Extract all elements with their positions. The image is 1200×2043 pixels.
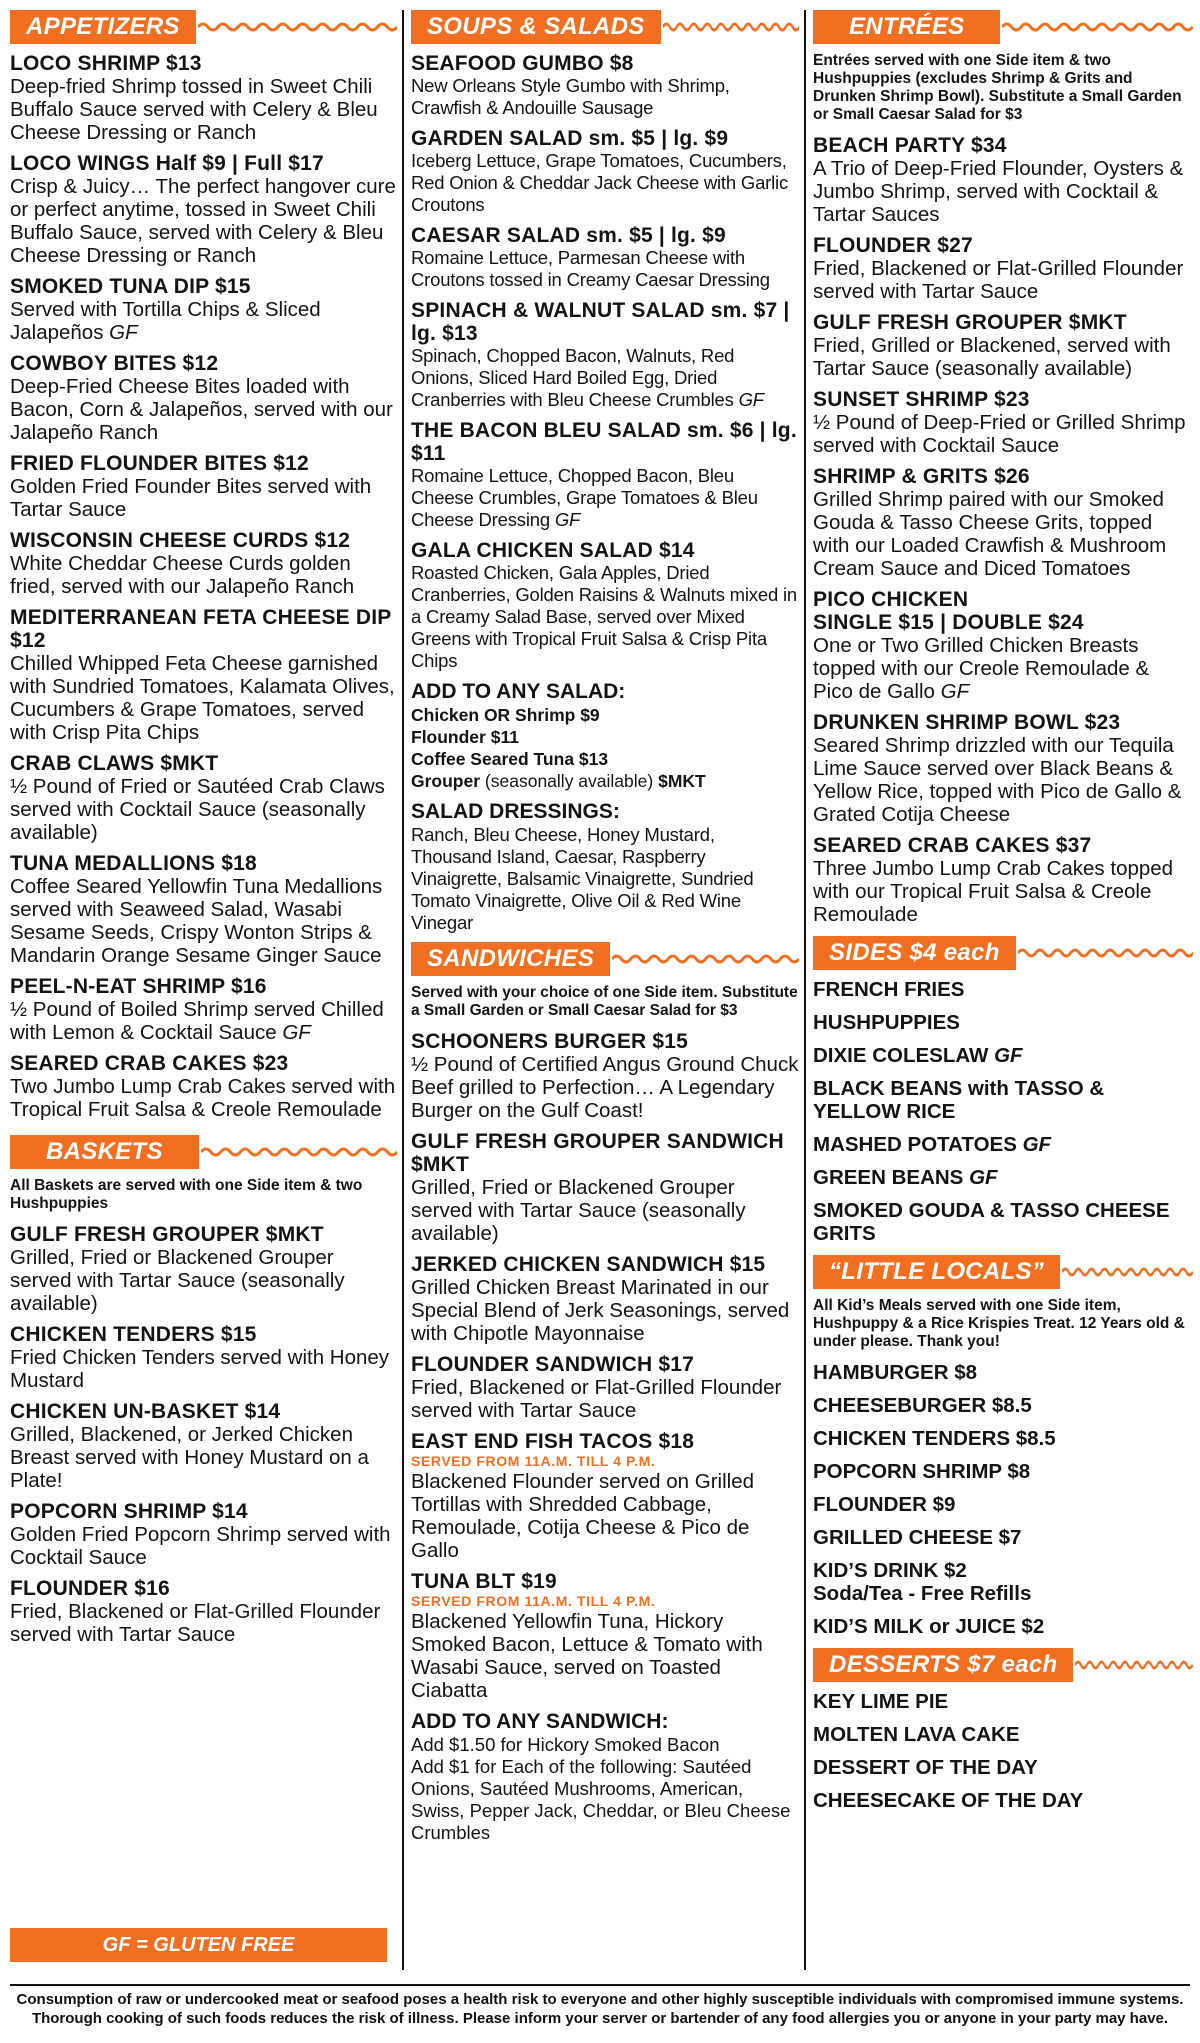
side-item (813, 1133, 1193, 1156)
menu-item (10, 452, 397, 521)
item-description-text: White Cheddar Cheese Curds golden fried, served with our Jalapeño Ranch (10, 552, 355, 598)
item-name: CAESAR SALAD sm. $5 | lg. $9 (411, 224, 726, 247)
item-name: DRUNKEN SHRIMP BOWL $23 (813, 711, 1121, 734)
section-header-sandwiches (411, 942, 799, 976)
item-description (813, 857, 1193, 926)
item-description-text: Crisp & Juicy… The perfect hangover cure or perfect anytime, tossed in Sweet Chili Buffalo Sauce, served with Celery & Bleu Cheese Dressing or Ranch (10, 175, 396, 267)
gluten-free-badge: GF (109, 321, 138, 344)
add-to-sandwich-bacon: Add $1.50 for Hickory Smoked Bacon (411, 1734, 720, 1755)
item-name: EAST END FISH TACOS $18 (411, 1430, 695, 1453)
menu-item (813, 711, 1193, 826)
column-divider-left (402, 10, 404, 1970)
wave-divider-icon (1018, 946, 1193, 960)
item-description (10, 775, 397, 844)
item-name: MEDITERRANEAN FETA CHEESE DIP $12 (10, 606, 392, 652)
item-description-text: Deep-Fried Cheese Bites loaded with Bacon, Corn & Jalapeños, served with our Jalapeño Ranch (10, 375, 393, 444)
side-item (813, 1077, 1193, 1123)
item-description-text: Three Jumbo Lump Crab Cakes topped with our Tropical Fruit Salsa & Creole Remoulade (813, 857, 1174, 926)
side-name: BLACK BEANS with TASSO & YELLOW RICE (813, 1077, 1105, 1123)
wave-divider-icon (1062, 1265, 1193, 1279)
entrees-note: Entrées served with one Side item & two Hushpuppies (excludes Shrimp & Grits and Drunken Shrimp Bowl). Substitute a Small Garden or Small Caesar Salad for $3 (813, 52, 1182, 123)
side-item (813, 1166, 1193, 1189)
menu-item (10, 52, 397, 144)
item-name: CHICKEN UN-BASKET $14 (10, 1400, 281, 1423)
dessert-item: KEY LIME PIE (813, 1690, 949, 1713)
dessert-item: CHEESECAKE OF THE DAY (813, 1789, 1084, 1812)
item-description (411, 1276, 799, 1345)
item-serving-hours: SERVED FROM 11A.M. TILL 4 P.M. (411, 1593, 656, 1609)
salad-dressings-list: Ranch, Bleu Cheese, Honey Mustard, Thousand Island, Caesar, Raspberry Vinaigrette, Balsamic Vinaigrette, Sundried Tomato Vinaigrette, Olive Oil & Red Wine Vinegar (411, 824, 754, 933)
item-description-text: Fried Chicken Tenders served with Honey Mustard (10, 1346, 390, 1392)
section-title: SANDWICHES (411, 942, 610, 976)
soups-salads-list (411, 52, 799, 672)
item-description-text: ½ Pound of Boiled Shrimp served Chilled with Lemon & Cocktail Sauce (10, 998, 384, 1044)
section-title: “LITTLE LOCALS” (813, 1255, 1060, 1289)
item-description-text: Fried, Grilled or Blackened, served with Tartar Sauce (seasonally available) (813, 334, 1171, 380)
menu-item (411, 127, 799, 216)
menu-item (10, 606, 397, 744)
grouper-label: Grouper (411, 771, 481, 791)
side-item (813, 1044, 1193, 1067)
item-description (10, 75, 397, 144)
item-name: GARDEN SALAD sm. $5 | lg. $9 (411, 127, 729, 150)
item-description (10, 652, 397, 744)
gluten-free-legend: GF = GLUTEN FREE (10, 1928, 387, 1962)
section-title: SIDES $4 each (813, 936, 1016, 970)
item-description-text: Served with Tortilla Chips & Sliced Jalapeños (10, 298, 321, 344)
menu-item (411, 1353, 799, 1422)
sandwiches-note: Served with your choice of one Side item. Substitute a Small Garden or Small Caesar Salad for $3 (411, 984, 798, 1019)
menu-item (10, 1223, 397, 1315)
grouper-price: $MKT (658, 771, 706, 791)
add-to-salad-option: Flounder $11 (411, 727, 519, 747)
item-description (411, 562, 799, 672)
menu-item (10, 1323, 397, 1392)
kids-item: KID’S MILK or JUICE $2 (813, 1615, 1045, 1638)
item-name: GULF FRESH GROUPER $MKT (10, 1223, 324, 1246)
grouper-availability: (seasonally available) (484, 771, 654, 791)
item-description (813, 634, 1193, 703)
menu-item (10, 275, 397, 344)
item-description (813, 734, 1193, 826)
menu-item (10, 352, 397, 444)
kids-note: All Kid’s Meals served with one Side item, Hushpuppy & a Rice Krispies Treat. 12 Years old & under please. Thank you! (813, 1297, 1185, 1350)
baskets-list (10, 1223, 397, 1646)
kids-item: Soda/Tea - Free Refills (813, 1582, 1032, 1605)
item-description-text: Golden Fried Popcorn Shrimp served with Cocktail Sauce (10, 1523, 391, 1569)
health-disclaimer (0, 1990, 1200, 2028)
side-item (813, 1199, 1193, 1245)
baskets-note: All Baskets are served with one Side item & two Hushpuppies (10, 1177, 363, 1212)
kids-item: KID’S DRINK $2 (813, 1559, 967, 1582)
column-entrees-sides (813, 10, 1193, 1980)
section-title: BASKETS (10, 1135, 199, 1169)
menu-item (411, 52, 799, 119)
menu-item (411, 539, 799, 672)
kids-item: FLOUNDER $9 (813, 1493, 956, 1516)
item-description-text: Coffee Seared Yellowfin Tuna Medallions served with Seaweed Salad, Wasabi Sesame Seeds, Crispy Wonton Strips & Mandarin Orange Sesame Ginger Sauce (10, 875, 383, 967)
sides-list (813, 978, 1193, 1245)
kids-list (813, 1361, 1193, 1638)
menu-item (813, 234, 1193, 303)
section-header-baskets (10, 1135, 397, 1169)
menu-item (10, 975, 397, 1044)
disclaimer-line: Consumption of raw or undercooked meat or seafood poses a health risk to everyone and other highly susceptible individuals with compromised immune systems. (16, 1991, 1184, 2008)
item-description (10, 552, 397, 598)
add-to-salad (411, 680, 799, 792)
sandwiches-list (411, 1030, 799, 1702)
item-name: POPCORN SHRIMP $14 (10, 1500, 248, 1523)
salad-dressings (411, 800, 799, 934)
column-soups-sandwiches (411, 10, 799, 1980)
side-name: GREEN BEANS (813, 1166, 964, 1189)
add-to-sandwich-extras: Add $1 for Each of the following: Sautéed Onions, Sautéed Mushrooms, American, Swiss, Pepper Jack, Cheddar, or Bleu Cheese Crumbles (411, 1756, 791, 1843)
item-name: FRIED FLOUNDER BITES $12 (10, 452, 309, 475)
gluten-free-badge: GF (738, 389, 764, 410)
item-description (10, 875, 397, 967)
side-item (813, 978, 1193, 1001)
side-name: HUSHPUPPIES (813, 1011, 960, 1034)
gluten-free-badge: GF (969, 1166, 998, 1189)
item-description-text: Roasted Chicken, Gala Apples, Dried Cranberries, Golden Raisins & Walnuts mixed in a Creamy Salad Base, served over Mixed Greens with Tropical Fruit Salsa & Crisp Pita Chips (411, 562, 797, 671)
add-to-sandwich (411, 1710, 799, 1844)
menu-item (10, 152, 397, 267)
item-name: PICO CHICKEN (813, 588, 969, 611)
item-name: SEARED CRAB CAKES $23 (10, 1052, 289, 1075)
disclaimer-line: Thorough cooking of such foods reduces the risk of illness. Please inform your server or bartender of any food allergies you or anyone in your party may have. (31, 2010, 1169, 2027)
item-description-text: Fried, Blackened or Flat-Grilled Flounder served with Tartar Sauce (10, 1600, 381, 1646)
item-description-text: Romaine Lettuce, Parmesan Cheese with Croutons tossed in Creamy Caesar Dressing (411, 247, 770, 290)
gluten-free-badge: GF (282, 1021, 311, 1044)
item-description-text: Spinach, Chopped Bacon, Walnuts, Red Onions, Sliced Hard Boiled Egg, Dried Cranberries with Bleu Cheese Crumbles (411, 345, 735, 410)
add-to-salad-option: Chicken OR Shrimp $9 (411, 705, 600, 725)
menu-item (411, 224, 799, 291)
item-serving-hours: SERVED FROM 11A.M. TILL 4 P.M. (411, 1453, 656, 1469)
item-description (411, 1176, 799, 1245)
wave-divider-icon (663, 20, 799, 34)
item-description-text: Grilled Shrimp paired with our Smoked Gouda & Tasso Cheese Grits, topped with our Loaded Crawfish & Mushroom Cream Sauce and Diced Tomatoes (813, 488, 1167, 580)
item-description-text: ½ Pound of Fried or Sautéed Crab Claws served with Cocktail Sauce (seasonally available) (10, 775, 385, 844)
item-description (813, 157, 1193, 226)
item-description-text: Iceberg Lettuce, Grape Tomatoes, Cucumbers, Red Onion & Cheddar Jack Cheese with Garlic Croutons (411, 150, 789, 215)
item-description (10, 475, 397, 521)
dessert-item: DESSERT OF THE DAY (813, 1756, 1038, 1779)
side-name: FRENCH FRIES (813, 978, 965, 1001)
item-description-text: ½ Pound of Deep-Fried or Grilled Shrimp served with Cocktail Sauce (813, 411, 1186, 457)
menu-item (10, 852, 397, 967)
gluten-free-badge: GF (1022, 1133, 1052, 1156)
column-divider-right (804, 10, 806, 1970)
menu-item (813, 465, 1193, 580)
section-header-sides (813, 936, 1193, 970)
menu-item (813, 834, 1193, 926)
item-description-text: Chilled Whipped Feta Cheese garnished with Sundried Tomatoes, Kalamata Olives, Cucumbers & Grape Tomatoes, served with Crisp Pita Chips (10, 652, 395, 744)
item-description (813, 488, 1193, 580)
item-description (10, 298, 397, 344)
item-description (411, 465, 799, 531)
wave-divider-icon (201, 1145, 397, 1159)
menu-item (411, 1130, 799, 1245)
add-to-salad-option-grouper (411, 770, 799, 792)
section-header-little-locals (813, 1255, 1193, 1289)
item-description-text: Grilled, Fried or Blackened Grouper served with Tartar Sauce (seasonally available) (411, 1176, 746, 1245)
item-description-text: Blackened Yellowfin Tuna, Hickory Smoked Bacon, Lettuce & Tomato with Wasabi Sauce, served on Toasted Ciabatta (411, 1610, 763, 1702)
add-to-sandwich-title: ADD TO ANY SANDWICH: (411, 1710, 669, 1733)
item-name: SPINACH & WALNUT SALAD sm. $7 | lg. $13 (411, 299, 790, 345)
item-description (411, 150, 799, 216)
menu-item (813, 388, 1193, 457)
menu-item (411, 1430, 799, 1562)
item-description (411, 75, 799, 119)
item-description (411, 345, 799, 411)
kids-item: CHICKEN TENDERS $8.5 (813, 1427, 1056, 1450)
section-header-entrees (813, 10, 1193, 44)
menu-item (10, 1400, 397, 1492)
item-name: BEACH PARTY $34 (813, 134, 1007, 157)
item-description-text: Grilled Chicken Breast Marinated in our Special Blend of Jerk Seasonings, served with Chipotle Mayonnaise (411, 1276, 790, 1345)
wave-divider-icon (612, 952, 799, 966)
entrees-list (813, 134, 1193, 926)
item-name: CRAB CLAWS $MKT (10, 752, 219, 775)
appetizers-list (10, 52, 397, 1121)
item-description-text: A Trio of Deep-Fried Flounder, Oysters & Jumbo Shrimp, served with Cocktail & Tartar Sauces (813, 157, 1184, 226)
footer-divider (10, 1984, 1190, 1986)
menu-item (10, 752, 397, 844)
item-name: FLOUNDER $27 (813, 234, 973, 257)
item-name: PEEL-N-EAT SHRIMP $16 (10, 975, 267, 998)
menu-item (411, 1253, 799, 1345)
item-name: LOCO WINGS Half $9 | Full $17 (10, 152, 324, 175)
section-title: SOUPS & SALADS (411, 10, 661, 44)
item-price-options: SINGLE $15 | DOUBLE $24 (813, 611, 1084, 634)
item-description (813, 257, 1193, 303)
item-description-text: Grilled, Fried or Blackened Grouper served with Tartar Sauce (seasonally available) (10, 1246, 345, 1315)
item-description (10, 1600, 397, 1646)
item-name: SEAFOOD GUMBO $8 (411, 52, 634, 75)
item-description (411, 1053, 799, 1122)
wave-divider-icon (1075, 1658, 1193, 1672)
item-description (10, 175, 397, 267)
menu-item (10, 1500, 397, 1569)
item-description (10, 375, 397, 444)
item-description-text: Golden Fried Founder Bites served with Tartar Sauce (10, 475, 372, 521)
item-name: COWBOY BITES $12 (10, 352, 219, 375)
item-name: WISCONSIN CHEESE CURDS $12 (10, 529, 351, 552)
item-description (813, 334, 1193, 380)
item-name: FLOUNDER $16 (10, 1577, 170, 1600)
item-description (411, 247, 799, 291)
item-name: GULF FRESH GROUPER $MKT (813, 311, 1127, 334)
item-description-text: Two Jumbo Lump Crab Cakes served with Tropical Fruit Salsa & Creole Remoulade (10, 1075, 396, 1121)
kids-item: HAMBURGER $8 (813, 1361, 978, 1384)
item-description-text: One or Two Grilled Chicken Breasts topped with our Creole Remoulade & Pico de Gallo (813, 634, 1150, 703)
kids-item: POPCORN SHRIMP $8 (813, 1460, 1031, 1483)
add-to-salad-title: ADD TO ANY SALAD: (411, 680, 626, 703)
item-name: THE BACON BLEU SALAD sm. $6 | lg. $11 (411, 419, 797, 465)
menu-item (10, 1577, 397, 1646)
menu-item (813, 588, 1193, 703)
side-name: DIXIE COLESLAW (813, 1044, 989, 1067)
item-name: LOCO SHRIMP $13 (10, 52, 202, 75)
desserts-list (813, 1690, 1193, 1812)
item-description-text: Grilled, Blackened, or Jerked Chicken Breast served with Honey Mustard on a Plate! (10, 1423, 369, 1492)
add-to-salad-option: Coffee Seared Tuna $13 (411, 749, 609, 769)
gluten-free-badge: GF (554, 509, 581, 530)
menu-item (813, 311, 1193, 380)
menu-item (813, 134, 1193, 226)
item-description (10, 1075, 397, 1121)
menu-item (411, 1570, 799, 1702)
menu-item (411, 419, 799, 531)
item-name: GALA CHICKEN SALAD $14 (411, 539, 695, 562)
item-description (10, 1246, 397, 1315)
kids-item: GRILLED CHEESE $7 (813, 1526, 1022, 1549)
menu-item (411, 1030, 799, 1122)
item-name: SCHOONERS BURGER $15 (411, 1030, 689, 1053)
item-name: GULF FRESH GROUPER SANDWICH $MKT (411, 1130, 784, 1176)
item-description-text: Fried, Blackened or Flat-Grilled Flounder served with Tartar Sauce (411, 1376, 782, 1422)
item-description (10, 1346, 397, 1392)
section-header-appetizers (10, 10, 397, 44)
item-description-text: Blackened Flounder served on Grilled Tortillas with Shredded Cabbage, Remoulade, Cotija Cheese & Pico de Gallo (411, 1470, 754, 1562)
salad-dressings-title: SALAD DRESSINGS: (411, 800, 620, 823)
item-name: FLOUNDER SANDWICH $17 (411, 1353, 695, 1376)
item-description-text: Seared Shrimp drizzled with our Tequila Lime Sauce served over Black Beans & Yellow Rice, topped with Pico de Gallo & Grated Cotija Cheese (813, 734, 1182, 826)
gluten-free-badge: GF (940, 680, 970, 703)
side-name: MASHED POTATOES (813, 1133, 1017, 1156)
menu-item (10, 1052, 397, 1121)
item-name: SHRIMP & GRITS $26 (813, 465, 1030, 488)
item-name: CHICKEN TENDERS $15 (10, 1323, 257, 1346)
menu-item (411, 299, 799, 411)
menu-item (10, 529, 397, 598)
item-description (813, 411, 1193, 457)
item-name: JERKED CHICKEN SANDWICH $15 (411, 1253, 766, 1276)
item-description-text: Fried, Blackened or Flat-Grilled Flounder served with Tartar Sauce (813, 257, 1184, 303)
kids-item: CHEESEBURGER $8.5 (813, 1394, 1032, 1417)
item-name: SUNSET SHRIMP $23 (813, 388, 1030, 411)
section-title: ENTRÉES (813, 10, 1000, 44)
item-name: TUNA BLT $19 (411, 1570, 557, 1593)
wave-divider-icon (198, 20, 397, 34)
side-item (813, 1011, 1193, 1034)
item-description (411, 1376, 799, 1422)
item-name: TUNA MEDALLIONS $18 (10, 852, 257, 875)
item-description (411, 1610, 799, 1702)
item-description-text: Romaine Lettuce, Chopped Bacon, Bleu Cheese Crumbles, Grape Tomatoes & Bleu Cheese Dressing (411, 465, 758, 530)
item-description (10, 1423, 397, 1492)
item-description-text: Deep-fried Shrimp tossed in Sweet Chili Buffalo Sauce served with Celery & Bleu Cheese Dressing or Ranch (10, 75, 378, 144)
item-description (10, 1523, 397, 1569)
dessert-item: MOLTEN LAVA CAKE (813, 1723, 1020, 1746)
section-title: DESSERTS $7 each (813, 1648, 1073, 1682)
side-name: SMOKED GOUDA & TASSO CHEESE GRITS (813, 1199, 1170, 1245)
section-title: APPETIZERS (10, 10, 196, 44)
item-description (10, 998, 397, 1044)
section-header-soups-salads (411, 10, 799, 44)
item-description (411, 1470, 799, 1562)
item-name: SEARED CRAB CAKES $37 (813, 834, 1092, 857)
wave-divider-icon (1002, 20, 1193, 34)
section-header-desserts (813, 1648, 1193, 1682)
gluten-free-badge: GF (994, 1044, 1023, 1067)
column-appetizers-baskets (10, 10, 397, 1980)
item-description-text: ½ Pound of Certified Angus Ground Chuck Beef grilled to Perfection… A Legendary Burger on the Gulf Coast! (411, 1053, 799, 1122)
item-description-text: New Orleans Style Gumbo with Shrimp, Crawfish & Andouille Sausage (411, 75, 730, 118)
item-name: SMOKED TUNA DIP $15 (10, 275, 251, 298)
